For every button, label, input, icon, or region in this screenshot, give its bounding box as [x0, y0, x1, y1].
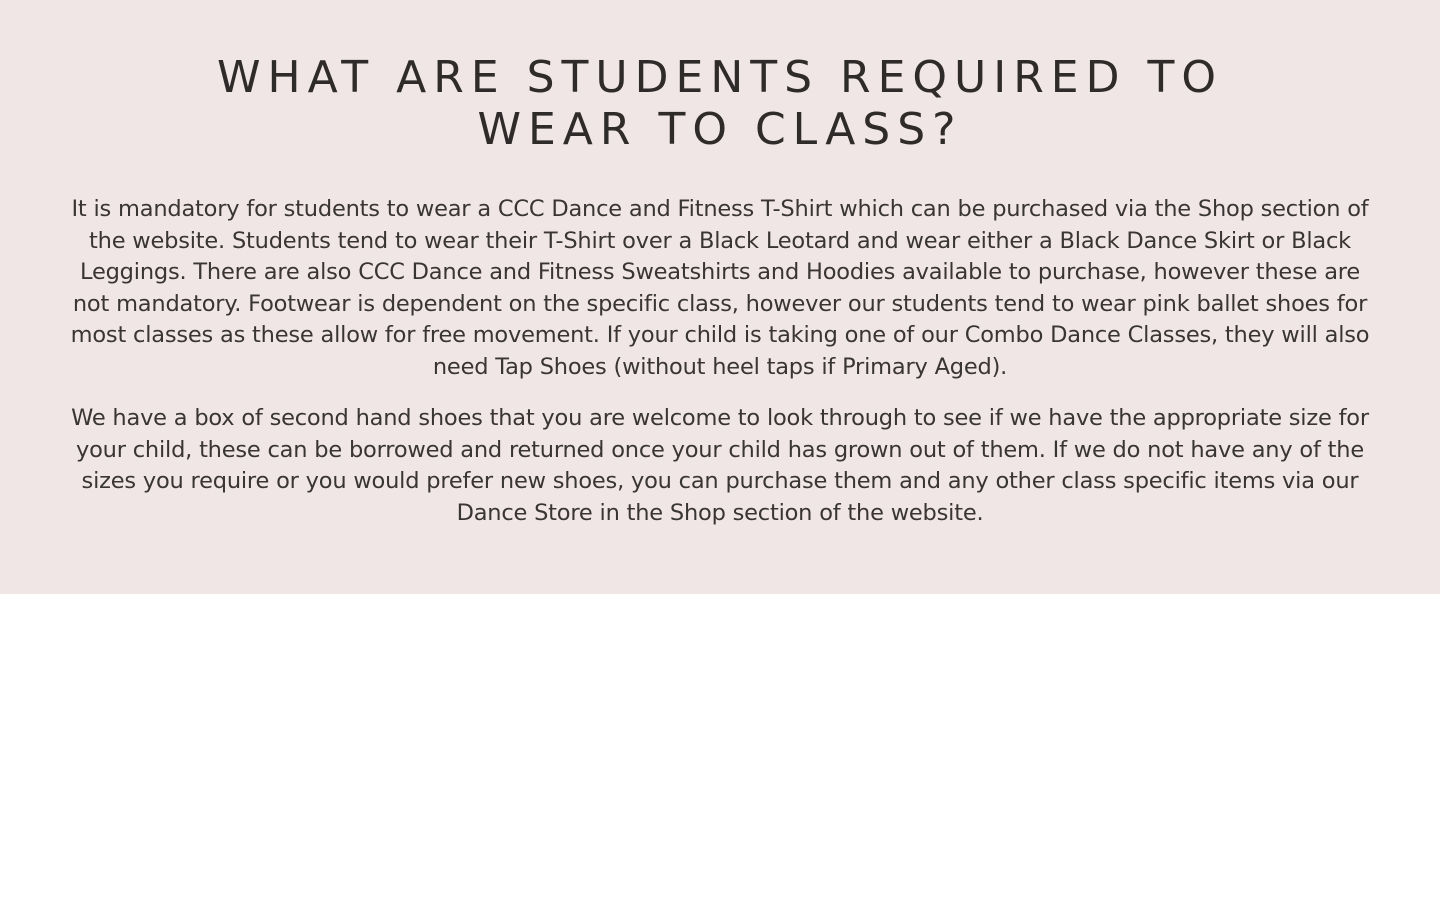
section-title: [0, 52, 1440, 156]
uniform-paragraph: It is mandatory for students to wear a CCC Dance and Fitness T-Shirt which can be purchased via the Shop section of the website. Students tend to wear their T-Shirt over a Black Leotard and wear either a Black Dance Skirt or Black Leggings. There are also CCC Dance and Fitness Sweatshirts and Hoodies available to purchase, however these are not mandatory. Footwear is dependent on the specific class, however our students tend to wear pink ballet shoes for most classes as these allow for free movement. If your child is taking one of our Combo Dance Classes, they will also need Tap Shoes (without heel taps if Primary Aged).: [70, 196, 1370, 380]
section-body: [60, 194, 1380, 529]
shoes-paragraph: We have a box of second hand shoes that you are welcome to look through to see if we have the appropriate size for your child, these can be borrowed and returned once your child has grown out of them. If we do not have any of the sizes you require or you would prefer new shoes, you can purchase them and any other class specific items via our Dance Store in the Shop section of the website.: [71, 405, 1369, 526]
section-title-line-1: WHAT ARE STUDENTS REQUIRED TO: [217, 52, 1223, 103]
blank-page-area: [0, 594, 1440, 900]
section-title-line-2: WEAR TO CLASS?: [477, 104, 963, 155]
